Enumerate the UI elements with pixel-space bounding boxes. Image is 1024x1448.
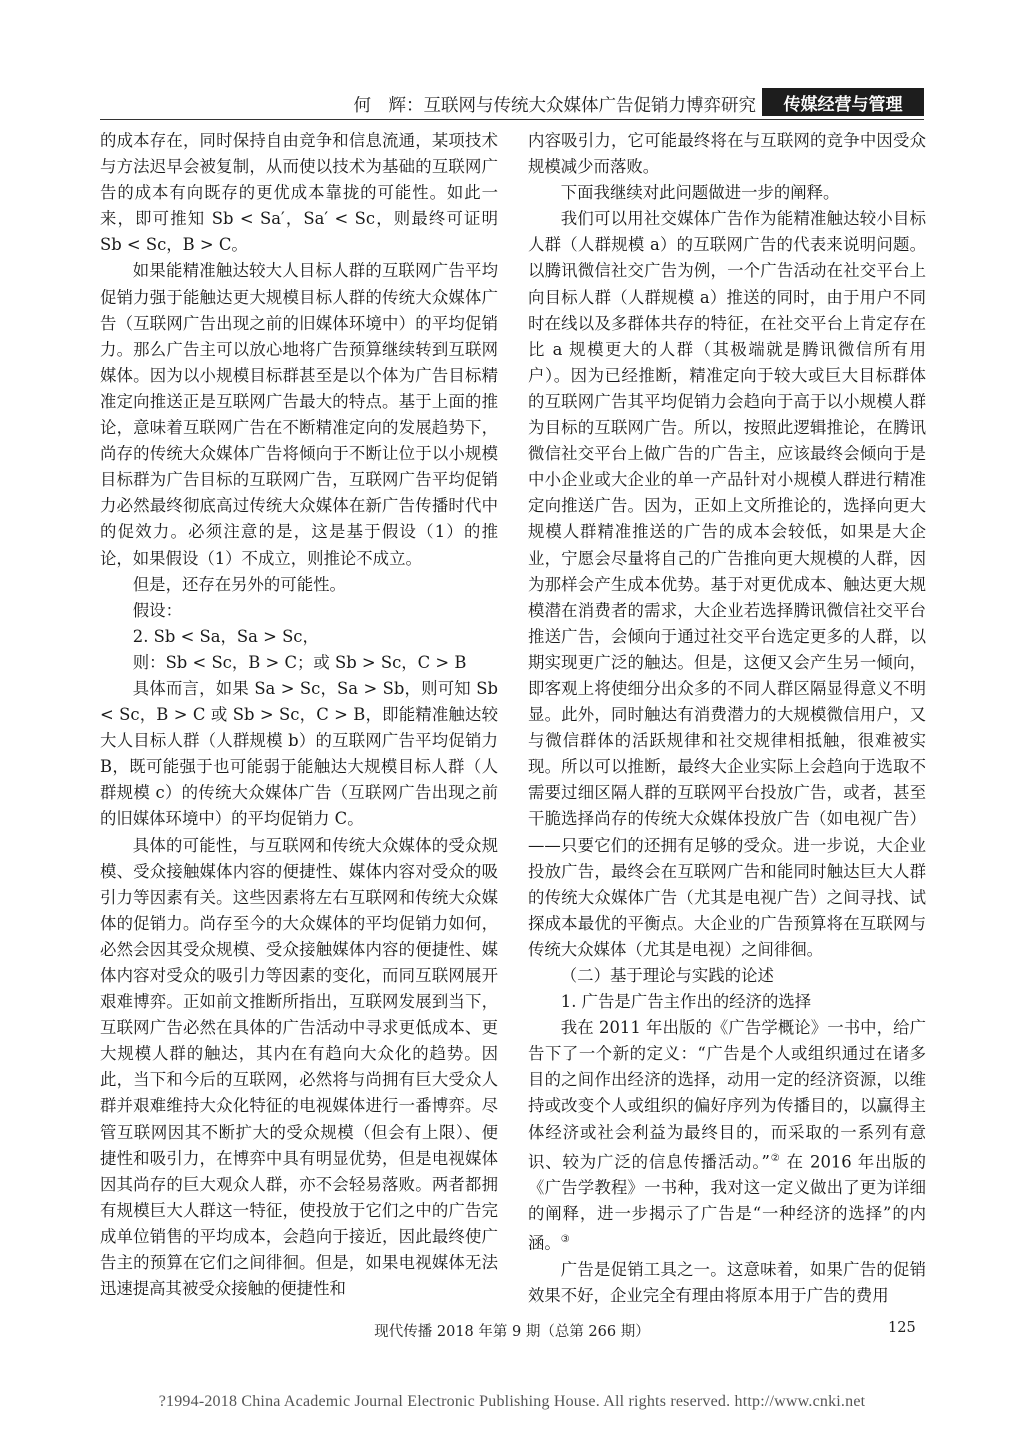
page-number: 125 (888, 1320, 916, 1336)
formula-line: 2. Sb < Sa，Sa > Sc， (132, 626, 319, 646)
definition-continued: 在 2016 年出版的《广告学教程》一书种，我对这一定义做出了更为详细的阐释，进一步揭示了广告是“一种经济的选择”的内涵。 (528, 1152, 926, 1253)
section-heading: （二）基于理论与实践的论述 (560, 966, 774, 985)
paragraph: 的成本存在，同时保持自由竞争和信息流通，某项技术与方法迟早会被复制，从而使以技术为基础的互联网广告的成本有向既存的更优成本靠拢的可能性。如此一来，即可推知 Sb < Sa′，Sa′ < Sc，则最终可证明 Sb < Sc，B > C。 (100, 131, 498, 255)
left-column (100, 128, 498, 1302)
running-title: 何 辉：互联网与传统大众媒体广告促销力博弈研究 (353, 96, 756, 116)
paragraph: 但是，还存在另外的可能性。 (132, 574, 346, 594)
column-badge: 传媒经营与管理 (762, 88, 924, 116)
footnote-ref-3: ③ (560, 1234, 570, 1246)
footer-journal-info: 现代传播 2018 年第 9 期（总第 266 期） (374, 1324, 650, 1340)
paragraph: 内容吸引力，它可能最终将在与互联网的竞争中因受众规模减少而落败。 (528, 131, 926, 177)
page-header (0, 88, 1024, 118)
subsection-heading: 1. 广告是广告主作出的经济的选择 (560, 992, 812, 1012)
paragraph: 下面我继续对此问题做进一步的阐释。 (560, 183, 840, 203)
paragraph: 假设： (132, 600, 182, 620)
paragraph: 我们可以用社交媒体广告作为能精准触达较小目标人群（人群规模 a）的互联网广告的代表来说明问题。以腾讯微信社交广告为例，一个广告活动在社交平台上向目标人群（人群规模 a）推送的同时，由于用户不同时在线以及多群体共存的特征，在社交平台上肯定存在比 a 规模更大的人群（其极端就是腾讯微信所有用户）。因为已经推断，精准定向于较大或巨大目标群体的互联网广告其平均促销力会趋向于高于以小规模人群为目标的互联网广告。所以，按照此逻辑推论，在腾讯微信社交平台上做广告的广告主，应该最终会倾向于是中小企业或大企业的单一产品针对小规模人群进行精准定向推送广告。因为，正如上文所推论的，选择向更大规模人群精准推送的广告的成本会较低，如果是大企业，宁愿会尽量将自己的广告推向更大规模的人群，因为那样会产生成本优势。基于对更优成本、触达更大规模潜在消费者的需求，大企业若选择腾讯微信社交平台推送广告，会倾向于通过社交平台选定更多的人群，以期实现更广泛的触达。但是，这便又会产生另一倾向，即客观上将使细分出众多的不同人群区隔显得意义不明显。此外，同时触达有消费潜力的大规模微信用户，又与微信群体的活跃规律和社交规律相抵触，很难被实现。所以可以推断，最终大企业实际上会趋向于选取不需要过细区隔人群的互联网平台投放广告，或者，甚至干脆选择尚存的传统大众媒体投放广告（如电视广告）——只要它们的还拥有足够的受众。进一步说，大企业投放广告，最终会在互联网广告和能同时触达巨大人群的传统大众媒体广告（尤其是电视广告）之间寻找、试探成本最优的平衡点。大企业的广告预算将在互联网与传统大众媒体（尤其是电视）之间徘徊。 (528, 209, 926, 959)
paragraph: 广告是促销工具之一。这意味着，如果广告的促销效果不好，企业完全有理由将原本用于广告的费用 (528, 1259, 926, 1306)
right-column (528, 128, 926, 1309)
definition-text: 我在 2011 年出版的《广告学概论》一书中，给广告下了一个新的定义：“广告是个人或组织通过在诸多目的之间作出经济的选择，动用一定的经济资源，以维持或改变个人或组织的偏好序列为传播目的，以赢得主体经济或社会利益为最终目的，而采取的一系列有意识、较为广泛的信息传播活动。” (528, 1018, 926, 1172)
copyright-line: ?1994-2018 China Academic Journal Electronic Publishing House. All rights reserved. http://www.cnki.net (158, 1393, 866, 1410)
paragraph: 具体的可能性，与互联网和传统大众媒体的受众规模、受众接触媒体内容的便捷性、媒体内容对受众的吸引力等因素有关。这些因素将左右互联网和传统大众媒体的促销力。尚存至今的大众媒体的平均促销力如何，必然会因其受众规模、受众接触媒体内容的便捷性、媒体内容对受众的吸引力等因素的变化，而同互联网展开艰难博弈。正如前文推断所指出，互联网发展到当下，互联网广告必然在具体的广告活动中寻求更低成本、更大规模人群的触达，其内在有趋向大众化的趋势。因此，当下和今后的互联网，必然将与尚拥有巨大受众人群并艰难维持大众化特征的电视媒体进行一番博弈。尽管互联网因其不断扩大的受众规模（但会有上限）、便捷性和吸引力，在博弈中具有明显优势，但是电视媒体因其尚存的巨大观众人群，亦不会轻易落败。两者都拥有规模巨大人群这一特征，使投放于它们之中的广告完成单位销售的平均成本，会趋向于接近，因此最终使广告主的预算在它们之间徘徊。但是，如果电视媒体无法迅速提高其被受众接触的便捷性和 (100, 835, 498, 1299)
header-rule (100, 119, 924, 120)
formula-line: 则：Sb < Sc，B > C；或 Sb > Sc，C > B (132, 652, 467, 672)
paragraph: 具体而言，如果 Sa > Sc，Sa > Sb，则可知 Sb < Sc，B > C 或 Sb > Sc，C > B，即能精准触达较大人目标人群（人群规模 b）的互联网广告平均促销力 B，既可能强于也可能弱于能触达大规模目标人群（人群规模 c）的传统大众媒体广告（互联网广告出现之前的旧媒体环境中）的平均促销力 C。 (100, 678, 498, 829)
paragraph-definition (528, 1015, 926, 1257)
footnote-ref-2: ② (769, 1152, 781, 1164)
paragraph: 如果能精准触达较大人目标人群的互联网广告平均促销力强于能触达更大规模目标人群的传统大众媒体广告（互联网广告出现之前的旧媒体环境中）的平均促销力。那么广告主可以放心地将广告预算继续转到互联网媒体。因为以小规模目标群甚至是以个体为广告目标精准定向推送正是互联网广告最大的特点。基于上面的推论，意味着互联网广告在不断精准定向的发展趋势下，尚存的传统大众媒体广告将倾向于不断让位于以小规模目标群为广告目标的互联网广告，互联网广告平均促销力必然最终彻底高过传统大众媒体在新广告传播时代中的促效力。必须注意的是，这是基于假设（1）的推论，如果假设（1）不成立，则推论不成立。 (100, 261, 498, 568)
